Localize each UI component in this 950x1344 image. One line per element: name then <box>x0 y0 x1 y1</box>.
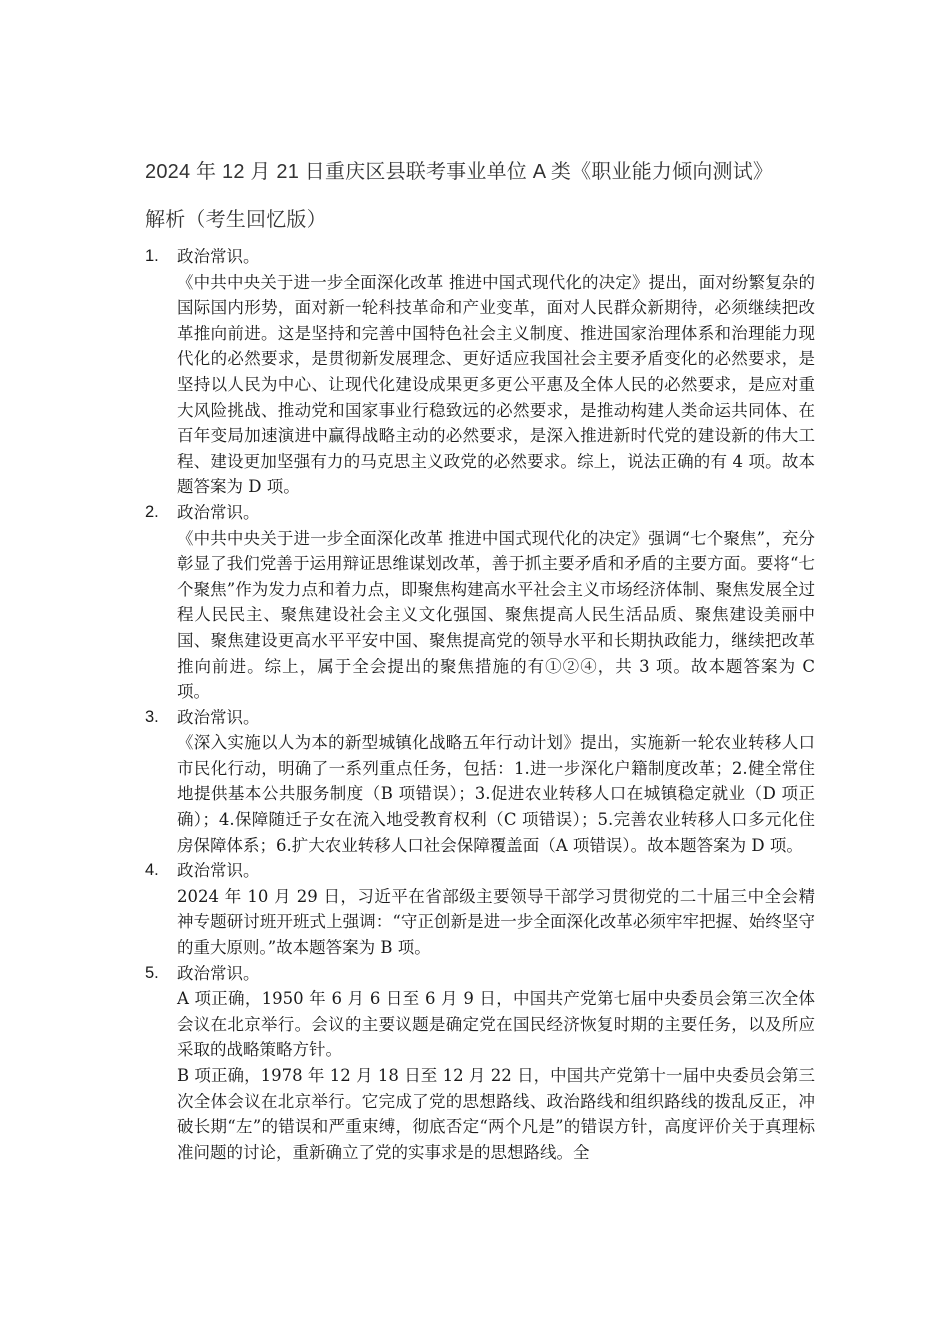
question-item-5 <box>145 961 815 1166</box>
item-category: 政治常识。 <box>177 963 260 983</box>
item-explanation: 《中共中央关于进一步全面深化改革 推进中国式现代化的决定》强调“七个聚焦”，充分彰显了我们党善于运用辩证思维谋划改革，善于抓主要矛盾和矛盾的主要方面。要将“七个聚焦”作为发力点和着力点，即聚焦构建高水平社会主义市场经济体制、聚焦发展全过程人民民主、聚焦建设社会主义文化强国、聚焦提高人民生活品质、聚焦建设美丽中国、聚焦建设更高水平平安中国、聚焦提高党的领导水平和长期执政能力，继续把改革推向前进。综上，属于全会提出的聚焦措施的有①②④，共 3 项。故本题答案为 C 项。 <box>177 528 815 702</box>
item-category: 政治常识。 <box>177 707 260 727</box>
question-item-2 <box>145 500 815 705</box>
item-explanation-b: B 项正确，1978 年 12 月 18 日至 12 月 22 日，中国共产党第十一届中央委员会第三次全体会议在北京举行。它完成了党的思想路线、政治路线和组织路线的拨乱反正，冲破长期“左”的错误和严重束缚，彻底否定“两个凡是”的错误方针，高度评价关于真理标准问题的讨论，重新确立了党的实事求是的思想路线。全 <box>177 1066 815 1162</box>
question-list <box>145 244 815 1165</box>
question-item-3 <box>145 705 815 859</box>
question-item-4 <box>145 858 815 960</box>
item-explanation: 2024 年 10 月 29 日，习近平在省部级主要领导干部学习贯彻党的二十届三中全会精神专题研讨班开班式上强调：“守正创新是进一步全面深化改革必须牢牢把握、始终坚守的重大原则。”故本题答案为 B 项。 <box>177 886 815 958</box>
item-explanation-a: A 项正确，1950 年 6 月 6 日至 6 月 9 日，中国共产党第七届中央委员会第三次全体会议在北京举行。会议的主要议题是确定党在国民经济恢复时期的主要任务，以及所应采取的战略策略方针。 <box>177 989 815 1060</box>
item-category: 政治常识。 <box>177 502 260 522</box>
item-number: 5. <box>145 963 159 982</box>
item-explanation: 《深入实施以人为本的新型城镇化战略五年行动计划》提出，实施新一轮农业转移人口市民化行动，明确了一系列重点任务，包括：1.进一步深化户籍制度改革；2.健全常住地提供基本公共服务制度（B 项错误）；3.促进农业转移人口在城镇稳定就业（D 项正确）；4.保障随迁子女在流入地受教育权利（C 项错误）；5.完善农业转移人口多元化住房保障体系；6.扩大农业转移人口社会保障覆盖面（A 项错误）。故本题答案为 D 项。 <box>177 733 815 855</box>
item-category: 政治常识。 <box>177 247 260 266</box>
item-number: 3. <box>145 707 159 726</box>
question-item-1 <box>145 244 815 500</box>
document-title: 2024 年 12 月 21 日重庆区县联考事业单位 A 类《职业能力倾向测试》 <box>145 161 774 183</box>
item-explanation: 《中共中央关于进一步全面深化改革 推进中国式现代化的决定》提出，面对纷繁复杂的国际国内形势，面对新一轮科技革命和产业变革，面对人民群众新期待，必须继续把改革推向前进。这是坚持和完善中国特色社会主义制度、推进国家治理体系和治理能力现代化的必然要求，是贯彻新发展理念、更好适应我国社会主要矛盾变化的必然要求，是坚持以人民为中心、让现代化建设成果更多更公平惠及全体人民的必然要求，是应对重大风险挑战、推动党和国家事业行稳致远的必然要求，是推动构建人类命运共同体、在百年变局加速演进中赢得战略主动的必然要求，是深入推进新时代党的建设新的伟大工程、建设更加坚强有力的马克思主义政党的必然要求。综上，说法正确的有 4 项。故本题答案为 D 项。 <box>177 272 815 497</box>
item-number: 1. <box>145 247 159 265</box>
item-number: 4. <box>145 861 159 880</box>
document-subtitle: 解析（考生回忆版） <box>145 209 327 231</box>
item-number: 2. <box>145 502 159 521</box>
item-category: 政治常识。 <box>177 861 260 881</box>
